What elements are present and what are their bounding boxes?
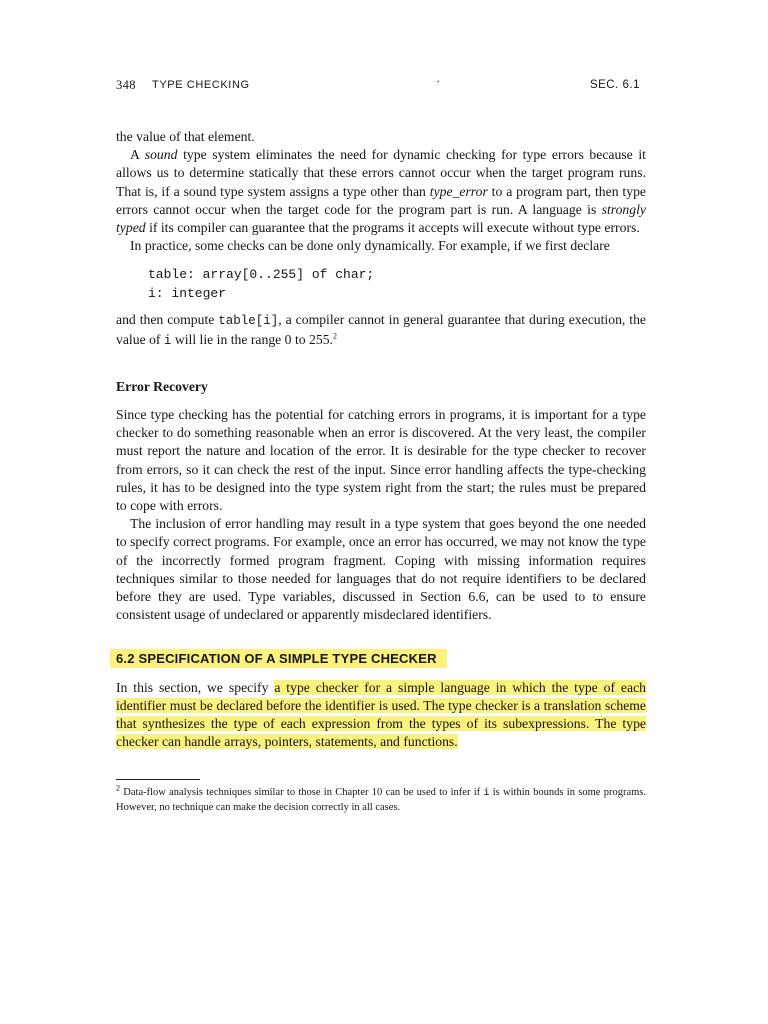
text-run: to a program part, then type errors cannot occur when the target code for the program part is run. A language is	[116, 183, 646, 217]
highlighted-text: a type checker for a simple language in which the type of each identifier must be declared before the identifier is used. The type checker is a translation scheme that synthesizes the type of each expression from the types of its subexpressions. The type checker can handle arrays, pointers, statements, and functions.	[116, 679, 647, 750]
paragraph-compute	[116, 311, 646, 349]
subheading-error-recovery: Error Recovery	[116, 378, 208, 394]
footnote-mark: 2	[116, 783, 120, 793]
paragraph-dynamic-checks: In practice, some checks can be done only dynamically. For example, if we first declare	[130, 238, 610, 254]
text-run: In this section, we specify	[116, 679, 275, 695]
section-label: SEC. 6.1	[589, 79, 640, 91]
text-run: is within bounds in some programs. However, no technique can make the decision correctly in all cases.	[116, 787, 646, 814]
text-run: and then compute	[116, 312, 219, 328]
code-inline: i	[163, 333, 172, 348]
section-heading-text: 6.2 SPECIFICATION OF A SIMPLE TYPE CHECKER	[110, 649, 447, 668]
text-run: A	[130, 147, 145, 163]
footnote-rule	[116, 779, 200, 780]
footnote-ref: 2	[332, 331, 337, 341]
term-sound: sound	[144, 147, 178, 163]
text-run: if its compiler can guarantee that the programs it accepts will execute without type errors.	[145, 220, 640, 236]
paragraph-continued: the value of that element.	[116, 129, 255, 144]
text-run: Data-flow analysis techniques similar to those in Chapter 10 can be used to infer if	[120, 787, 484, 799]
code-declaration: table: array[0..255] of char; i: integer	[148, 267, 375, 302]
code-inline: i	[483, 788, 490, 800]
page-body	[116, 128, 646, 815]
paragraph-sound-type-system	[116, 146, 646, 237]
term-strongly-typed: strongly typed	[116, 201, 646, 236]
paragraph-error-handling: The inclusion of error handling may result in a type system that goes beyond the one needed to specify correct programs. For example, once an error has occurred, we may not know the type of the incorrectly formed program fragment. Coping with missing information requires techniques similar to those needed for languages that do not require identifiers to be declared before they are used. Type variables, discussed in Section 6.6, can be used to to ensure consistent usage of undeclared or apparently misdeclared identifiers.	[116, 516, 646, 623]
stray-mark: ´	[436, 78, 441, 92]
term-type-error: type_error	[429, 183, 488, 199]
paragraph-section-intro	[116, 679, 646, 752]
text-run: type system eliminates the need for dynamic checking for type errors because it allows us to determine statically that these errors cannot occur when the target program runs. That is, if a sound type system assigns a type other than	[116, 147, 646, 199]
footnote	[116, 783, 646, 815]
section-heading	[116, 650, 646, 668]
running-header	[116, 78, 648, 96]
text-run: , a compiler cannot in general guarantee that during execution, the value of	[116, 312, 646, 347]
code-inline: table[i]	[218, 314, 279, 329]
paragraph-error-recovery: Since type checking has the potential for catching errors in programs, it is important for a type checker to do something reasonable when an error is discovered. At the very least, the compiler must report the nature and location of the error. It is desirable for the type checker to recover from errors, so it can check the rest of the input. Since error handling affects the type-checking rules, it has to be designed into the type system right from the start; the rules must be prepared to cope with errors.	[116, 407, 646, 514]
running-title: TYPE CHECKING	[152, 79, 250, 91]
page-number: 348	[116, 78, 136, 92]
text-run: will lie in the range 0 to 255.	[171, 331, 333, 347]
